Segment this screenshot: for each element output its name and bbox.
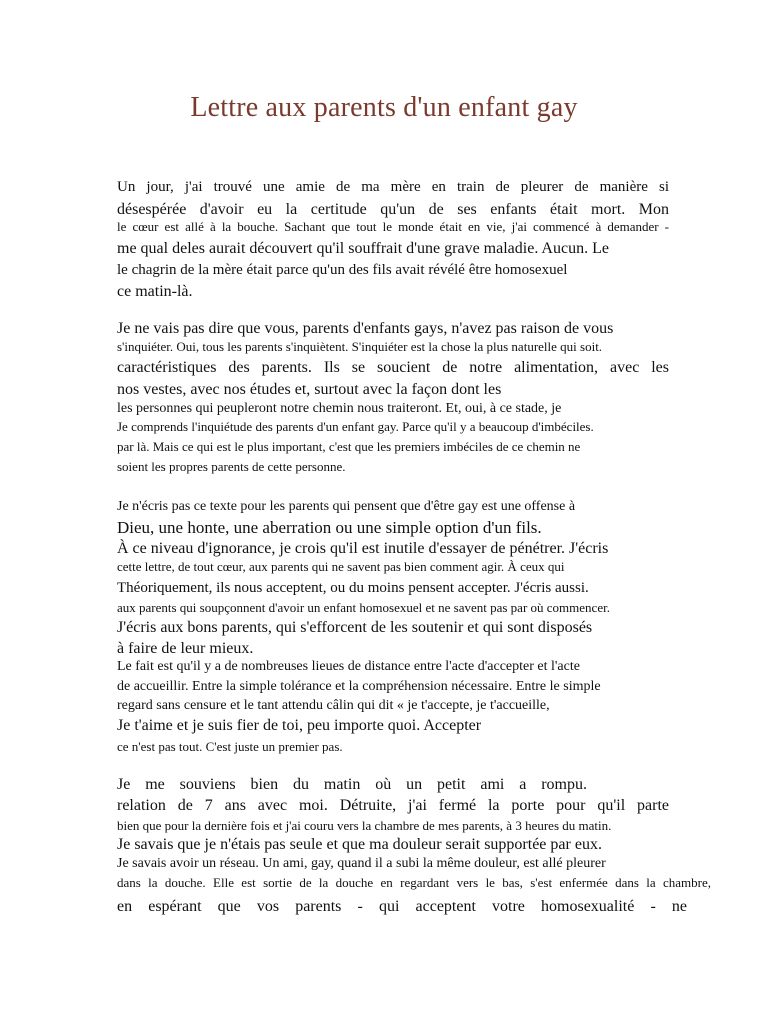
text-line: Dieu, une honte, une aberration ou une simple option d'un fils. [117,518,542,537]
text-line: Je comprends l'inquiétude des parents d'un enfant gay. Parce qu'il y a beaucoup d'imbéciles. [117,419,594,434]
text-line: Le fait est qu'il y a de nombreuses lieues de distance entre l'acte d'accepter et l'acte [117,659,580,674]
text-line: J'écris aux bons parents, qui s'efforcent de les soutenir et qui sont disposés [117,619,593,636]
text-line: Je savais que je n'étais pas seule et que ma douleur serait supportée par eux. [117,836,602,853]
text-line: s'inquiéter. Oui, tous les parents s'inquiètent. S'inquiéter est la chose la plus naturelle qui soit. [117,339,603,354]
text-line: désespérée d'avoir eu la certitude qu'un de ses enfants était mort. Mon [117,201,669,218]
text-line: bien que pour la dernière fois et j'ai couru vers la chambre de mes parents, à 3 heures du matin. [117,818,612,833]
text-line: par là. Mais ce qui est le plus important, c'est que les premiers imbéciles de ce chemin ne [117,439,581,454]
text-line: les personnes qui peupleront notre chemin nous traiteront. Et, oui, à ce stade, je [117,401,562,416]
text-line: Je savais avoir un réseau. Un ami, gay, quand il a subi la même douleur, est allé pleurer [117,856,606,871]
text-line: Je ne vais pas dire que vous, parents d'enfants gays, n'avez pas raison de vous [117,320,614,337]
text-line: ce n'est pas tout. C'est juste un premier pas. [117,739,343,754]
text-line: À ce niveau d'ignorance, je crois qu'il est inutile d'essayer de pénétrer. J'écris [117,540,609,557]
text-line: en espérant que vos parents - qui acceptent votre homosexualité - ne [117,898,687,915]
text-line: Je me souviens bien du matin où un petit ami a rompu. [117,776,587,793]
text-line: le chagrin de la mère était parce qu'un des fils avait révélé être homosexuel [117,262,568,278]
text-line: ce matin-là. [117,283,193,300]
text-line: regard sans censure et le tant attendu câlin qui dit « je t'accepte, je t'accueille, [117,698,550,713]
text-line: soient les propres parents de cette personne. [117,459,346,474]
text-line: le cœur est allé à la bouche. Sachant que tout le monde était en vie, j'ai commencé à demander - [117,219,669,234]
document-title: Lettre aux parents d'un enfant gay [190,92,578,123]
text-line: Un jour, j'ai trouvé une amie de ma mère en train de pleurer de manière si [117,179,669,195]
text-line: Je t'aime et je suis fier de toi, peu importe quoi. Accepter [117,717,482,734]
text-line: cette lettre, de tout cœur, aux parents qui ne savent pas bien comment agir. À ceux qui [117,559,565,574]
text-line: de accueillir. Entre la simple tolérance et la compréhension nécessaire. Entre le simple [117,679,601,694]
text-line: Je n'écris pas ce texte pour les parents qui pensent que d'être gay est une offense à [117,499,576,514]
text-line: me qual deles aurait découvert qu'il souffrait d'une grave maladie. Aucun. Le [117,240,609,257]
text-line: caractéristiques des parents. Ils se soucient de notre alimentation, avec les [117,359,669,376]
text-line: dans la douche. Elle est sortie de la douche en regardant vers le bas, s'est enfermée dans la chambre, [117,875,711,890]
text-line: Théoriquement, ils nous acceptent, ou du moins pensent accepter. J'écris aussi. [117,580,589,596]
text-line: relation de 7 ans avec moi. Détruite, j'ai fermé la porte pour qu'il parte [117,797,669,814]
text-line: nos vestes, avec nos études et, surtout avec la façon dont les [117,381,502,398]
text-line: aux parents qui soupçonnent d'avoir un enfant homosexuel et ne savent pas par où commencer. [117,600,610,615]
text-line: à faire de leur mieux. [117,640,254,657]
